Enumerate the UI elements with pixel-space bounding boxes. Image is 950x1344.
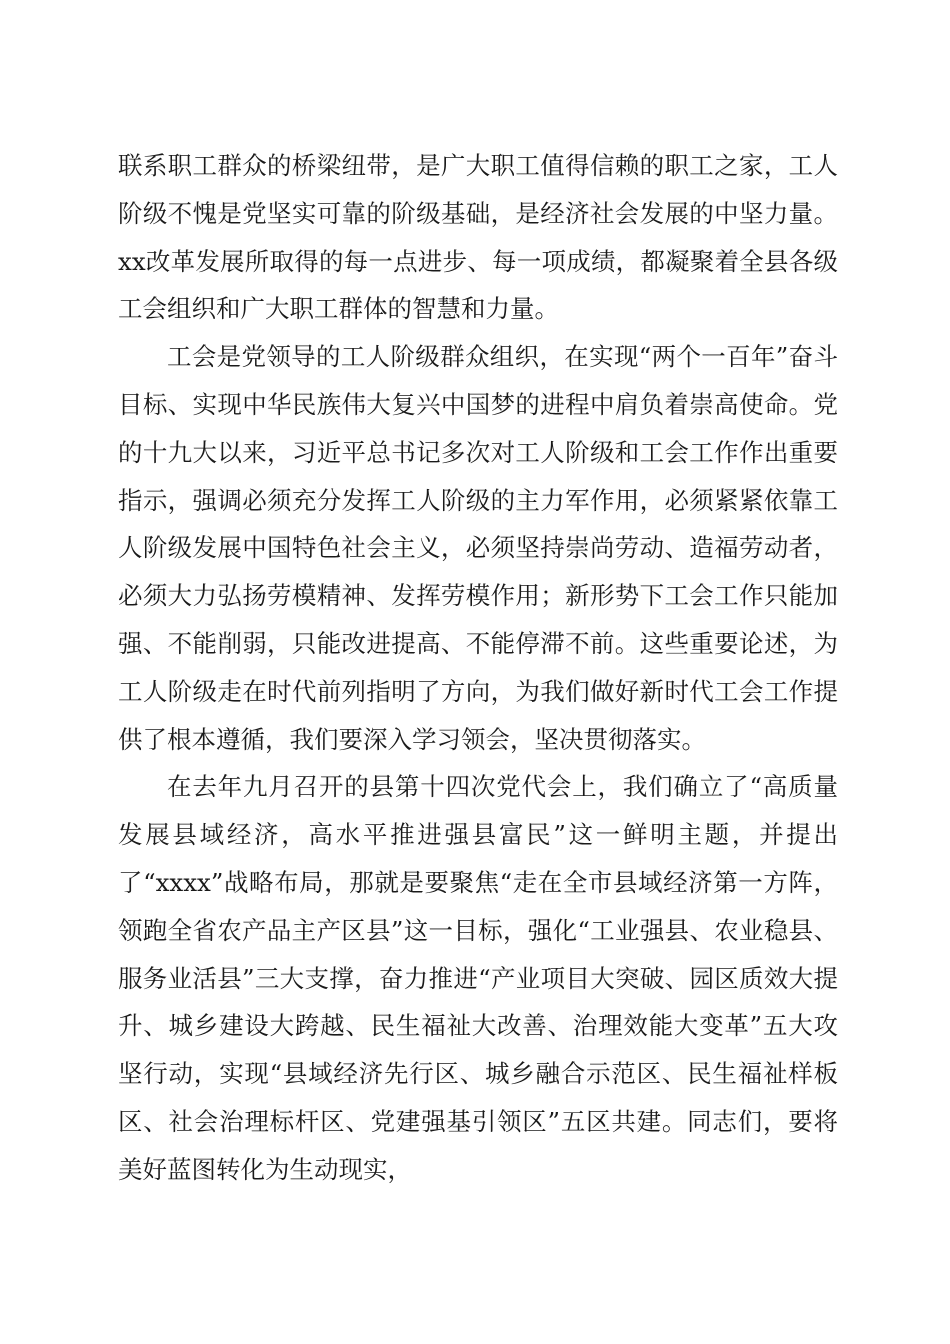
- paragraph-2: 工会是党领导的工人阶级群众组织，在实现“两个一百年”奋斗目标、实现中华民族伟大复兴中国梦的进程中肩负着崇高使命。党的十九大以来，习近平总书记多次对工人阶级和工会工作作出重要指示，强调必须充分发挥工人阶级的主力军作用，必须紧紧依靠工人阶级发展中国特色社会主义，必须坚持崇尚劳动、造福劳动者，必须大力弘扬劳模精神、发挥劳模作用；新形势下工会工作只能加强、不能削弱，只能改进提高、不能停滞不前。这些重要论述，为工人阶级走在时代前列指明了方向，为我们做好新时代工会工作提供了根本遵循，我们要深入学习领会，坚决贯彻落实。: [118, 342, 838, 754]
- document-body: [118, 142, 838, 1194]
- paragraph-3: 在去年九月召开的县第十四次党代会上，我们确立了“高质量发展县域经济，高水平推进强县富民”这一鲜明主题，并提出了“xxxx”战略布局，那就是要聚焦“走在全市县域经济第一方阵，领跑全省农产品主产区县”这一目标，强化“工业强县、农业稳县、服务业活县”三大支撑，奋力推进“产业项目大突破、园区质效大提升、城乡建设大跨越、民生福祉大改善、治理效能大变革”五大攻坚行动，实现“县域经济先行区、城乡融合示范区、民生福祉样板区、社会治理标杆区、党建强基引领区”五区共建。同志们，要将美好蓝图转化为生动现实，: [118, 772, 838, 1184]
- paragraph-1: 联系职工群众的桥梁纽带，是广大职工值得信赖的职工之家，工人阶级不愧是党坚实可靠的阶级基础，是经济社会发展的中坚力量。xx改革发展所取得的每一点进步、每一项成绩，都凝聚着全县各级工会组织和广大职工群体的智慧和力量。: [118, 151, 838, 324]
